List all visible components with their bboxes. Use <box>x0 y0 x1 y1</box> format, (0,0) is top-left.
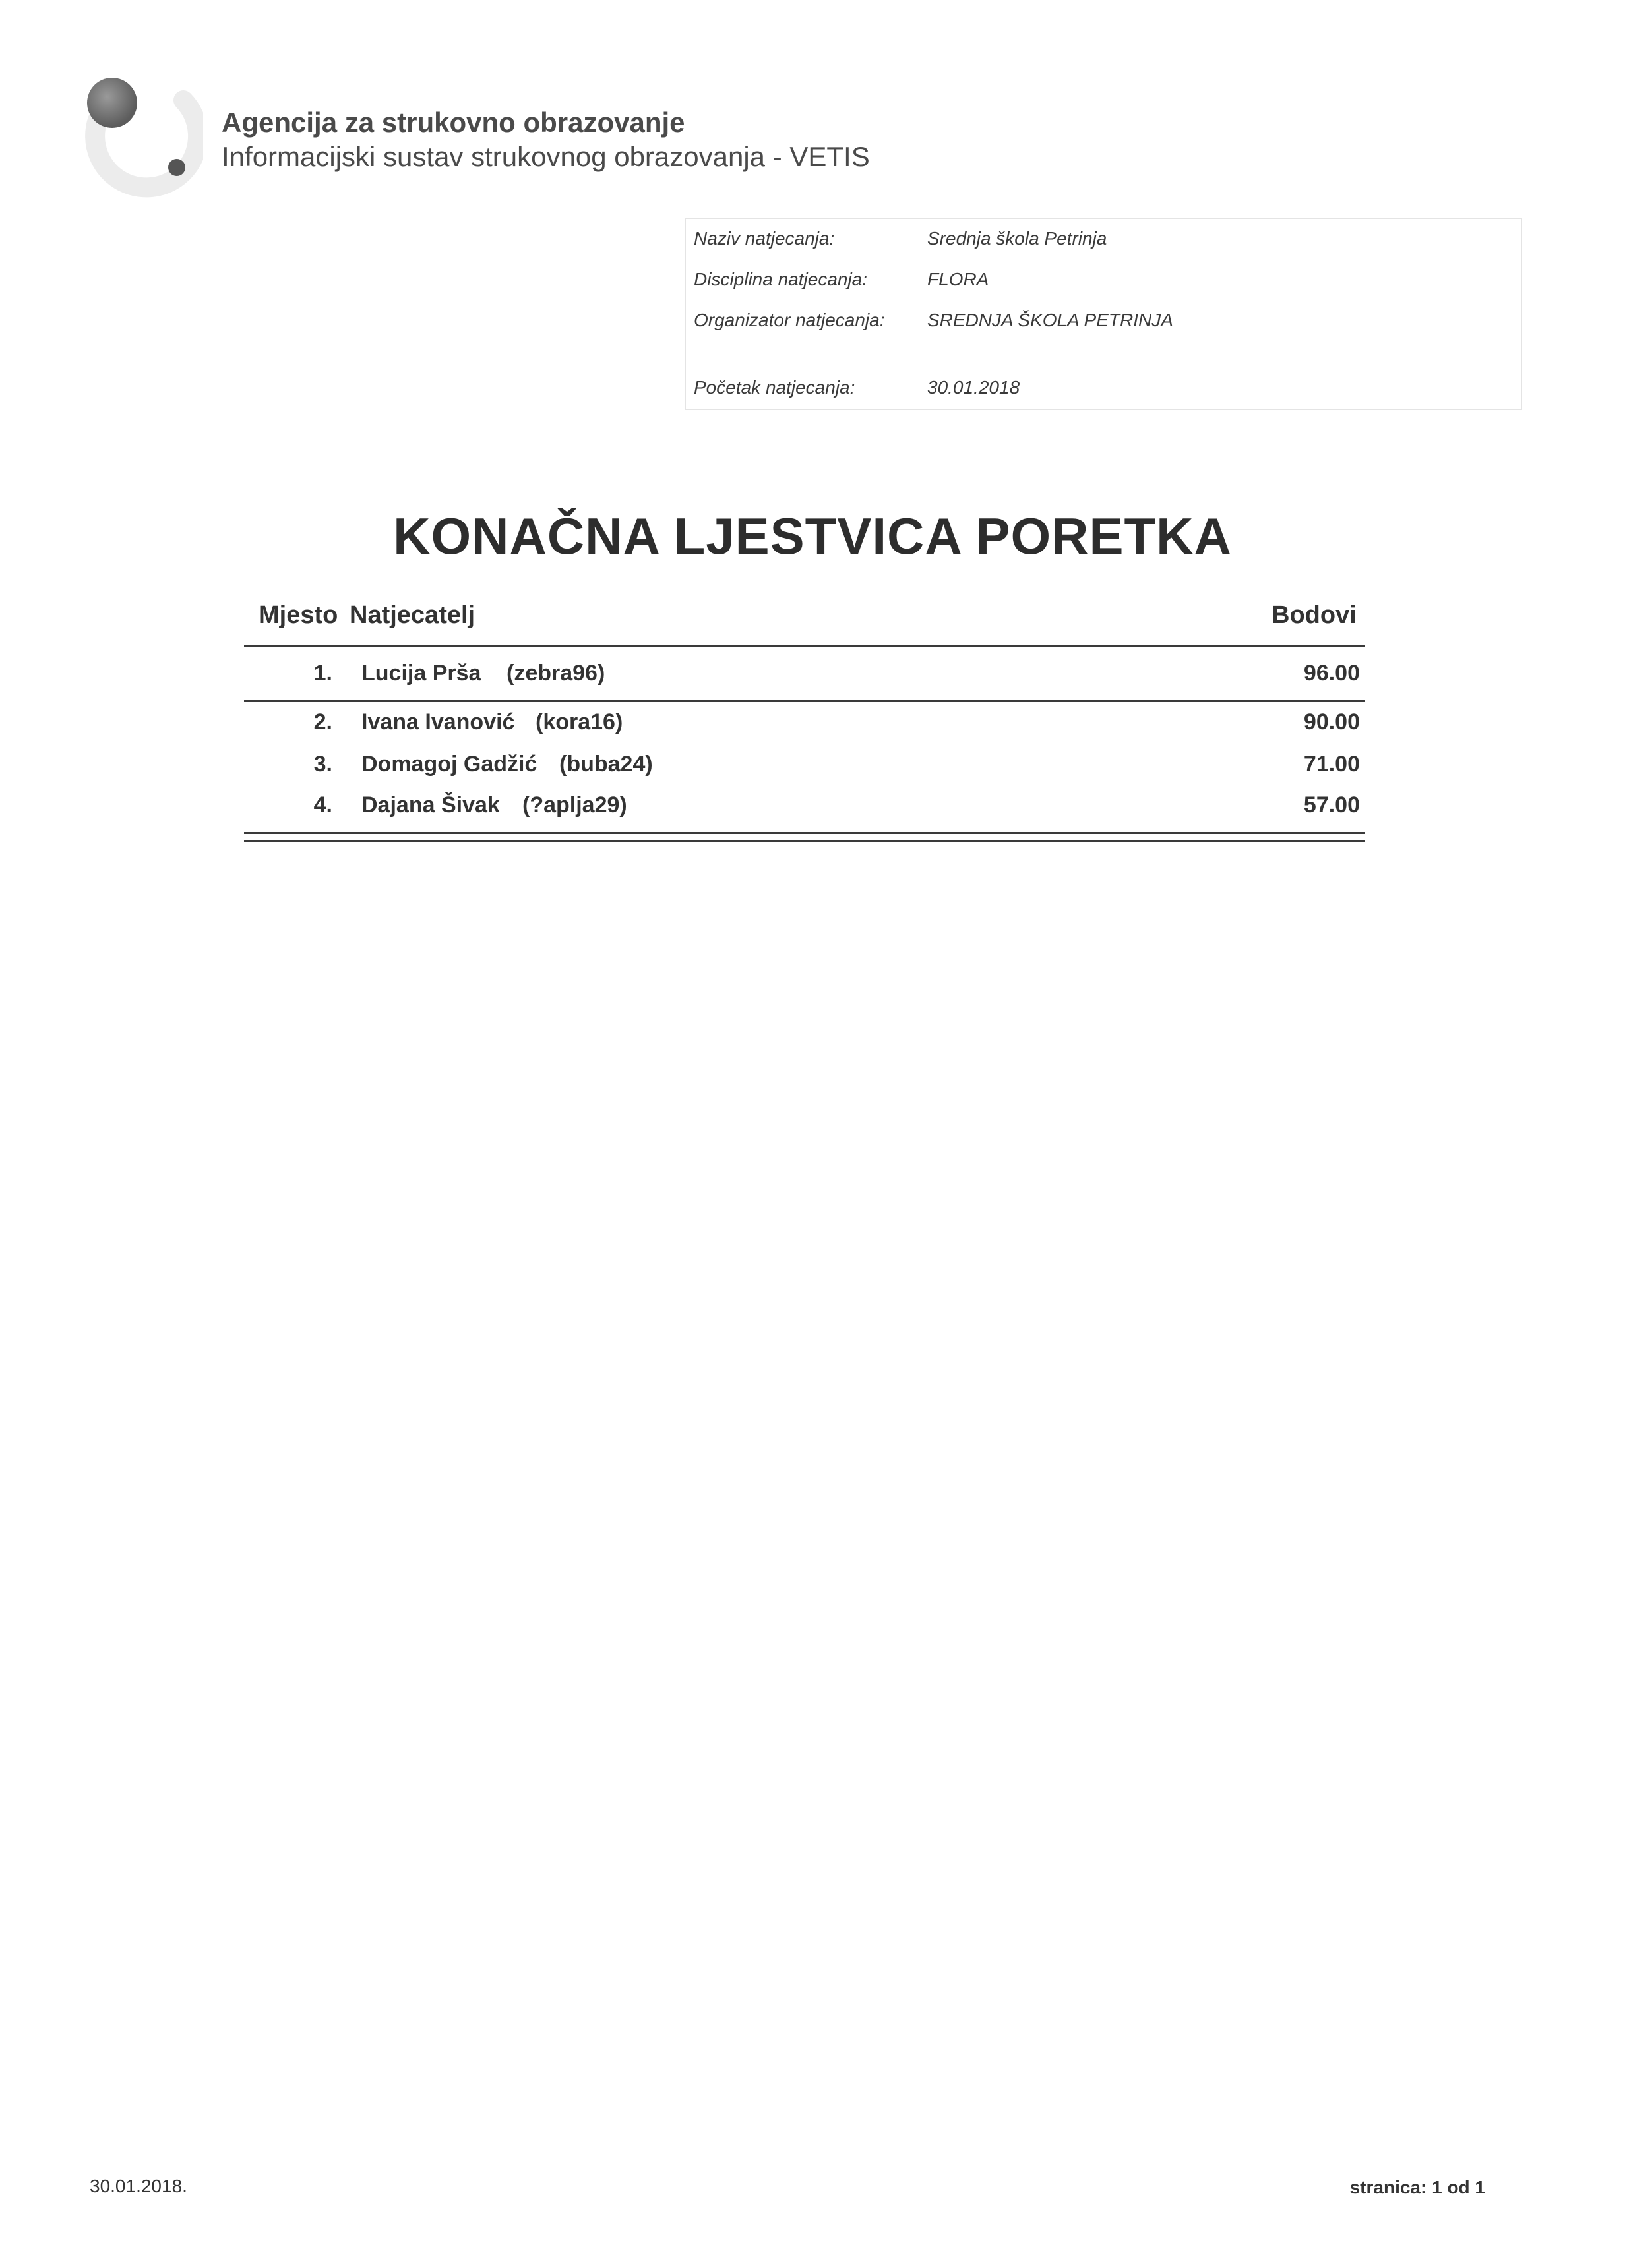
row-points: 90.00 <box>1303 709 1360 734</box>
row-username: (?aplja29) <box>522 792 627 818</box>
info-value: Srednja škola Petrinja <box>927 228 1107 249</box>
row-competitor-name: Domagoj Gadžić <box>361 752 537 777</box>
footer-date: 30.01.2018. <box>90 2176 187 2196</box>
info-value: FLORA <box>927 269 989 289</box>
row-points: 96.00 <box>1303 661 1360 686</box>
organization-name: Agencija za strukovno obrazovanje <box>222 107 685 138</box>
header-divider <box>244 645 1365 647</box>
column-header-points: Bodovi <box>1272 601 1357 629</box>
row-competitor-name: Ivana Ivanović <box>361 709 515 734</box>
system-name: Informacijski sustav strukovnog obrazovanja - VETIS <box>222 141 870 172</box>
row-points: 57.00 <box>1303 792 1360 818</box>
info-value: SREDNJA ŠKOLA PETRINJA <box>927 310 1173 330</box>
row-competitor-name: Lucija Prša <box>361 661 481 686</box>
row-username: (zebra96) <box>506 661 605 686</box>
page-number: stranica: 1 od 1 <box>1349 2177 1485 2197</box>
row-username: (kora16) <box>536 709 623 734</box>
info-label: Naziv natjecanja: <box>694 228 835 249</box>
table-row <box>244 709 1365 746</box>
table-bottom-rule <box>244 840 1365 842</box>
row-place: 1. <box>313 661 332 686</box>
info-label: Početak natjecanja: <box>694 377 855 398</box>
agency-logo-icon <box>84 74 203 199</box>
table-bottom-rule <box>244 832 1365 834</box>
info-label: Organizator natjecanja: <box>694 310 885 330</box>
row-competitor-name: Dajana Šivak <box>361 792 500 818</box>
table-row <box>244 752 1365 789</box>
row-place: 4. <box>313 792 332 818</box>
competition-info-box <box>685 218 1522 410</box>
column-header-place: Mjesto <box>259 601 338 629</box>
row-divider <box>244 700 1365 702</box>
column-header-competitor: Natjecatelj <box>350 601 475 629</box>
row-place: 2. <box>313 709 332 734</box>
table-row <box>244 661 1365 698</box>
page-title: KONAČNA LJESTVICA PORETKA <box>393 507 1232 565</box>
info-label: Disciplina natjecanja: <box>694 269 868 289</box>
info-value: 30.01.2018 <box>927 377 1020 398</box>
row-username: (buba24) <box>559 752 653 777</box>
table-row <box>244 792 1365 829</box>
row-points: 71.00 <box>1303 752 1360 777</box>
row-place: 3. <box>313 752 332 777</box>
